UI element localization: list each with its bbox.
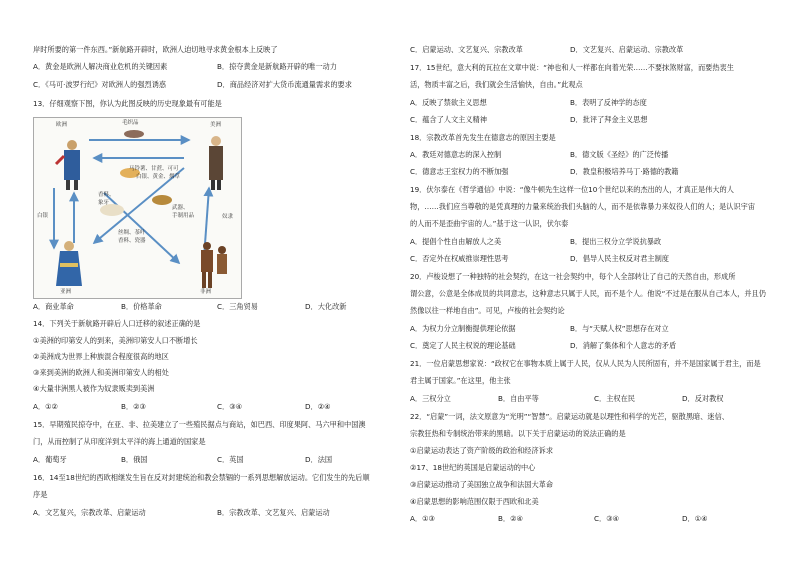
q14-option-b[interactable]: B．②③ (121, 402, 147, 411)
asia-figure (56, 241, 82, 286)
label-silk2: 香料、瓷器 (118, 238, 146, 244)
q21-option-c[interactable]: C．主权在民 (594, 394, 635, 403)
label-slave: 奴隶 (222, 214, 234, 220)
q17-stem-2: 活，物质丰富之后，我们就会生活愉快，自由。”此观点 (410, 80, 583, 89)
q16-option-a[interactable]: A．文艺复兴，宗教改革、启蒙运动 (33, 508, 146, 517)
q20-option-b[interactable]: B．与“天赋人权”思想存在对立 (570, 324, 669, 333)
q19-option-d[interactable]: D．倡导人民主权反对君主制度 (570, 254, 669, 263)
q22-option-d[interactable]: D．①④ (682, 514, 708, 523)
q16-option-b[interactable]: B．宗教改革、文艺复兴、启蒙运动 (217, 508, 330, 517)
q22-option-c[interactable]: C．③④ (594, 514, 620, 523)
europe-figure (56, 140, 80, 190)
q13-option-d[interactable]: D．大化改新 (305, 302, 347, 311)
label-spice2: 象牙 (98, 200, 110, 206)
label-europe: 欧洲 (56, 122, 68, 128)
q14-item-1: ①美洲的印第安人的到来，美洲印第安人口不断增长 (33, 336, 198, 345)
label-goods2: 白银、黄金、烟草 (136, 174, 181, 180)
q17-option-d[interactable]: D．批评了拜金主义思想 (570, 115, 648, 124)
label-goods1: 马铃薯、甘蔗、可可 (129, 166, 179, 172)
label-asia: 亚洲 (60, 289, 72, 295)
q17-stem-1: 17．15世纪，意大利的瓦拉在文章中说：“神也和人一样都在向着光荣……不要抹煞财富，而要热衷生 (410, 63, 734, 72)
q20-stem-2: 谓公意，公意是全体成员的共同意志，这种意志只属于人民，而不是个人。他说“不过是在服从自己本人，并且仍 (410, 289, 766, 298)
label-arms2: 手制用品 (172, 213, 195, 219)
label-silver: 白银 (37, 213, 49, 219)
q18-option-a[interactable]: A．教廷对德意志的深入控制 (410, 150, 502, 159)
wool-icon (124, 130, 144, 138)
q14-stem: 14．下列关于新航路开辟后人口迁移的叙述正确的是 (33, 319, 201, 328)
q14-item-4: ④大量非洲黑人被作为奴隶贩卖到美洲 (33, 384, 155, 393)
q14-option-a[interactable]: A．①② (33, 402, 58, 411)
label-wool: 毛织品 (122, 120, 139, 126)
q12-option-a[interactable]: A．黄金是欧洲人解决商业危机的关键因素 (33, 62, 168, 71)
q16-stem-1: 16．14至18世纪的西欧相继发生旨在反对封建统治和教会禁锢的一系列思想解放运动。它们发生的先后顺 (33, 473, 370, 482)
q22-item-3: ③启蒙运动推动了美国独立战争和法国大革命 (410, 480, 554, 489)
trade-arrows (34, 118, 241, 298)
q20-stem-3: 然像以往一样地自由”。可见，卢梭的社会契约论 (410, 306, 565, 315)
weapon-icon (152, 195, 172, 205)
q16-stem-2: 序是 (33, 490, 48, 499)
q12-stem-tail: 岸时所要的第一件东西。”新航路开辟时，欧洲人迫切地寻求黄金根本上反映了 (33, 45, 278, 54)
q14-item-3: ③来到美洲的欧洲人和美洲印第安人的相处 (33, 368, 169, 377)
q21-option-a[interactable]: A．三权分立 (410, 394, 451, 403)
q19-stem-2: 物，……我们应当尊敬的是凭真理的力量来统治我们头脑的人，而不是依靠暴力来奴役人们的人；是认识宇宙 (410, 202, 756, 211)
q13-option-a[interactable]: A．商业革命 (33, 302, 74, 311)
q19-stem-3: 的人而不是歪曲宇宙的人。”基于这一认识，伏尔泰 (410, 219, 569, 228)
q20-option-d[interactable]: D．消解了集体和个人意志的矛盾 (570, 341, 677, 350)
q15-option-c[interactable]: C．英国 (217, 455, 244, 464)
label-africa: 非洲 (200, 289, 212, 295)
q16-option-d[interactable]: D．文艺复兴、启蒙运动、宗教改革 (570, 45, 684, 54)
label-silk1: 丝绸、茶叶 (118, 230, 146, 236)
q20-stem-1: 20．卢梭设想了一种独特的社会契约，在这一社会契约中，每个人全部转让了自己的天然自由，形成所 (410, 272, 736, 281)
q17-option-c[interactable]: C．蕴含了人文主义精神 (410, 115, 487, 124)
q13-option-b[interactable]: B．价格革命 (121, 302, 162, 311)
label-spice1: 香料、 (98, 192, 115, 198)
q14-option-c[interactable]: C．③④ (217, 402, 243, 411)
q22-stem-1: 22．“启蒙”一词，法文原意为“光明”“智慧”。启蒙运动就是以理性和科学的光芒，驱散黑暗、迷信、 (410, 412, 729, 421)
q17-option-a[interactable]: A．反映了禁欲主义思想 (410, 98, 487, 107)
label-america: 美洲 (210, 122, 222, 128)
q20-option-c[interactable]: C．奠定了人民主权说的理论基础 (410, 341, 516, 350)
q22-item-4: ④启蒙思想的影响范围仅限于西欧和北美 (410, 497, 539, 506)
q21-stem-1: 21．一位启蒙思想家说：“政权它在事物本质上属于人民，仅从人民为人民所固有，并不是国家属于君主，而是 (410, 359, 761, 368)
q12-option-b[interactable]: B．掠夺黄金是新航路开辟的唯一动力 (217, 62, 337, 71)
q17-option-b[interactable]: B．表明了反神学的态度 (570, 98, 647, 107)
q22-item-1: ①启蒙运动表达了资产阶级的政治和经济诉求 (410, 446, 554, 455)
q13-option-c[interactable]: C．三角贸易 (217, 302, 258, 311)
q14-option-d[interactable]: D．②④ (305, 402, 331, 411)
america-figure (209, 136, 223, 190)
q18-option-b[interactable]: B．德文版《圣经》的广泛传播 (570, 150, 669, 159)
q18-stem: 18．宗教改革首先发生在德意志的原因主要是 (410, 133, 556, 142)
q18-option-c[interactable]: C．德意志王室权力的不断加强 (410, 167, 509, 176)
q22-item-2: ②17、18世纪的英国是启蒙运动的中心 (410, 463, 536, 472)
q12-option-c[interactable]: C．《马可·波罗行纪》对欧洲人的强烈诱惑 (33, 80, 167, 89)
q12-option-d[interactable]: D．商品经济对扩大货币流通量需求的要求 (217, 80, 352, 89)
q18-option-d[interactable]: D．教皇积极培养马丁·路德的教籍 (570, 167, 679, 176)
q22-stem-2: 宗教狂热和专制统治带来的黑暗。以下关于启蒙运动的说法正确的是 (410, 429, 626, 438)
triangle-trade-figure (33, 117, 242, 299)
q16-option-c[interactable]: C．启蒙运动、文艺复兴、宗教改革 (410, 45, 523, 54)
q19-option-b[interactable]: B．提出三权分立学说抗暴政 (570, 237, 662, 246)
q19-stem-1: 19．伏尔泰在《哲学通信》中说：“像牛顿先生这样一位10个世纪以来的杰出的人，才真正是伟大的人 (410, 185, 734, 194)
q14-item-2: ②美洲成为世界上种族混合程度很高的地区 (33, 352, 169, 361)
q21-option-b[interactable]: B．自由平等 (498, 394, 539, 403)
q21-option-d[interactable]: D．反对教权 (682, 394, 724, 403)
q15-option-d[interactable]: D．法国 (305, 455, 333, 464)
q13-stem: 13．仔细观察下图，你认为此图反映的历史现象最有可能是 (33, 99, 222, 108)
q22-option-a[interactable]: A．①③ (410, 514, 435, 523)
q20-option-a[interactable]: A．为权力分立制衡提供理论依据 (410, 324, 516, 333)
q22-option-b[interactable]: B．②④ (498, 514, 524, 523)
q19-option-a[interactable]: A．提倡个性自由解放人之美 (410, 237, 502, 246)
q15-stem-2: 门，从而控制了从印度洋到太平洋的海上通道的国家是 (33, 437, 206, 446)
q15-option-a[interactable]: A．葡萄牙 (33, 455, 67, 464)
q15-option-b[interactable]: B．俄国 (121, 455, 148, 464)
q19-option-c[interactable]: C．否定外在权威推崇理性思考 (410, 254, 509, 263)
q21-stem-2: 君主属于国家。”在这里，他主张 (410, 376, 511, 385)
africa-figure (201, 242, 227, 288)
label-arms1: 武器、 (172, 205, 189, 211)
q15-stem-1: 15．早期殖民掠夺中，在亚、非、拉美建立了一些殖民据点与商站，如巴西、印度果阿、马六甲和中国澳 (33, 420, 366, 429)
